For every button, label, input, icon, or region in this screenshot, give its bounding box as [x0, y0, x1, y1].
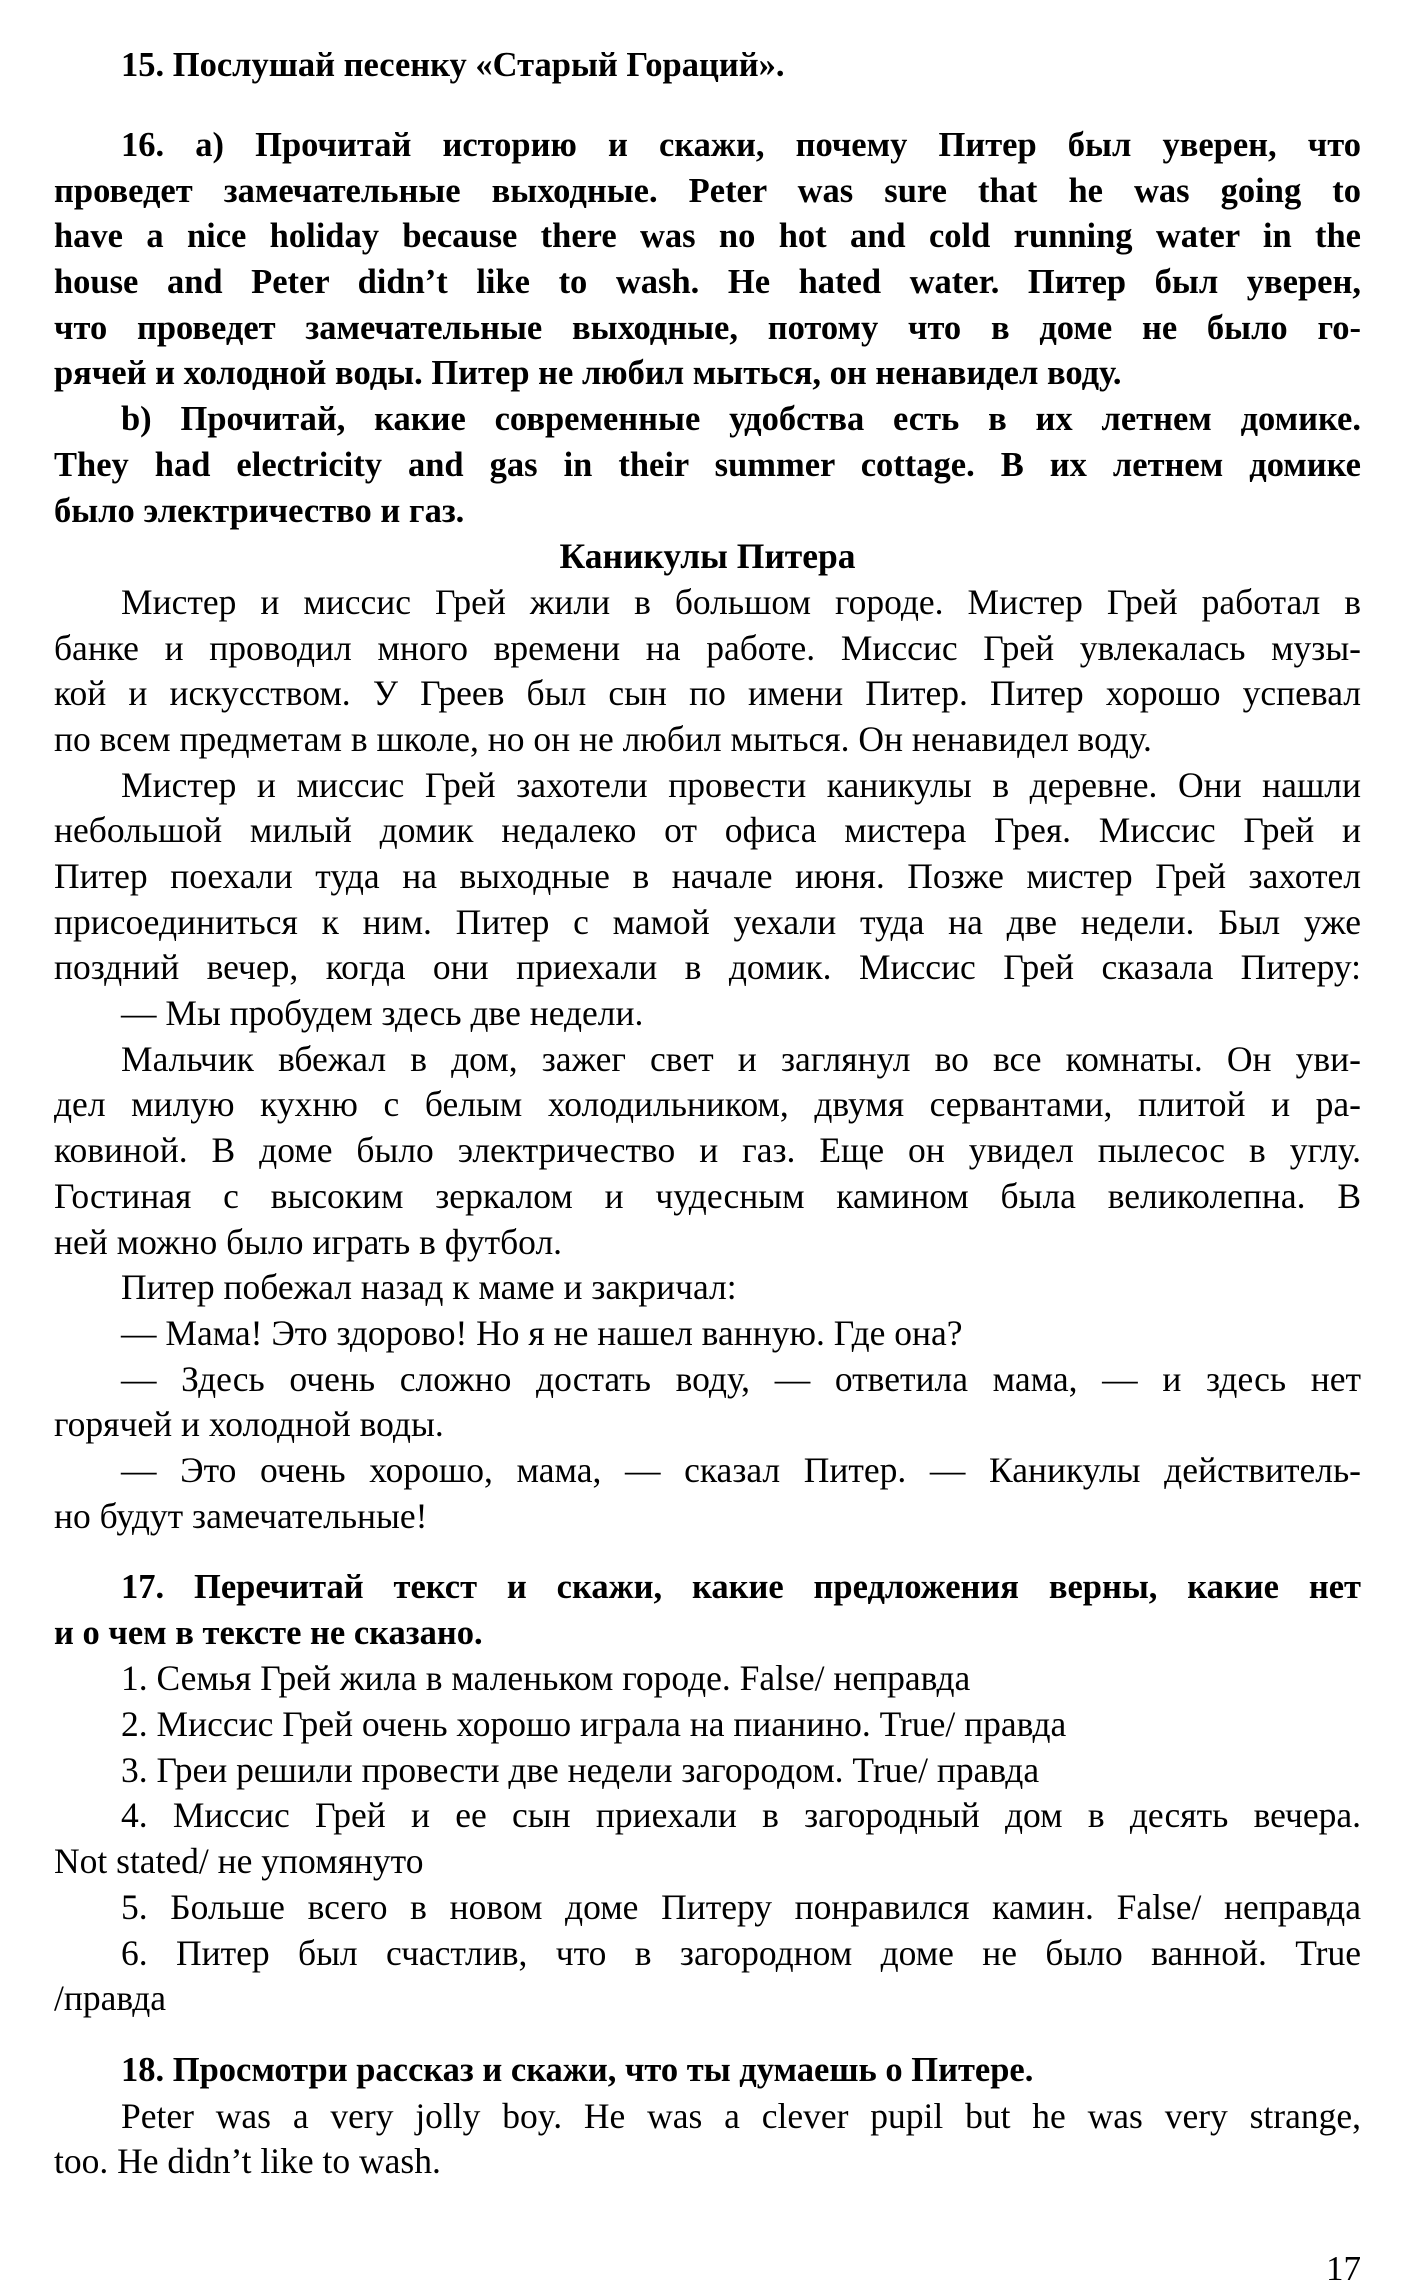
exercise-18-answer [54, 2094, 1361, 2185]
exercise-16a-line: house and Peter didn’t like to wash. He hated water. Питер был уверен, [54, 263, 1361, 302]
story-paragraph-line: — Мы пробудем здесь две недели. [121, 993, 644, 1034]
story-paragraph [54, 1265, 1361, 1311]
exercise-17-heading-line: 17. Перечитай текст и скажи, какие предложения верны, какие нет [121, 1568, 1361, 1606]
story-paragraph-line: но будут замечательные! [54, 1495, 428, 1536]
exercise-16b-line: было электричество и газ. [54, 491, 465, 530]
story-paragraph-line: Гостиная с высоким зеркалом и чудесным камином была великолепна. В [54, 1175, 1361, 1216]
story-paragraph-line: кой и искусством. У Греев был сын по имени Питер. Питер хорошо успевал [54, 673, 1361, 714]
story-paragraph-line: горячей и холодной воды. [54, 1404, 444, 1445]
story-paragraph-line: Мистер и миссис Грей жили в большом городе. Мистер Грей работал в [121, 581, 1361, 622]
story-paragraph-line: дел милую кухню с белым холодильником, двумя сервантами, плитой и ра- [54, 1084, 1361, 1125]
statement-item-line: 2. Миссис Грей очень хорошо играла на пианино. True/ правда [121, 1704, 1067, 1745]
story-paragraph-line: Питер побежал назад к маме и закричал: [121, 1267, 737, 1308]
exercise-15 [54, 43, 1361, 89]
exercise-16-and-story [54, 123, 1361, 1539]
story-paragraph-line: — Мама! Это здорово! Но я не нашел ванную. Где она? [121, 1312, 963, 1353]
exercise-16a-line: have a nice holiday because there was no hot and cold running water in the [54, 217, 1361, 256]
story-paragraph [54, 1357, 1361, 1448]
statement-item [54, 1748, 1361, 1794]
exercise-16a [54, 123, 1361, 397]
story-paragraph-line: — Здесь очень сложно достать воду, — ответила мама, — и здесь нет [121, 1358, 1361, 1399]
story-paragraph-line: банке и проводил много времени на работе. Миссис Грей увлекалась музы- [54, 627, 1361, 668]
story-paragraph [54, 580, 1361, 763]
exercise-16a-line: что проведет замечательные выходные, потому что в доме не было го- [54, 308, 1361, 347]
exercise-15-heading-line: 15. Послушай песенку «Старый Гораций». [121, 46, 785, 84]
story-paragraph-line: по всем предметам в школе, но он не любил мыться. Он ненавидел воду. [54, 718, 1152, 759]
story-paragraph-line: ней можно было играть в футбол. [54, 1221, 563, 1262]
story-paragraph-line: небольшой милый домик недалеко от офиса мистера Грея. Миссис Грей и [54, 810, 1361, 851]
exercise-16b [54, 397, 1361, 534]
story-paragraph-line: присоединиться к ним. Питер с мамой уехали туда на две недели. Был уже [54, 901, 1361, 942]
story-paragraph-line: Мальчик вбежал в дом, зажег свет и заглянул во все комнаты. Он уви- [121, 1038, 1361, 1079]
statement-item-line: 5. Больше всего в новом доме Питеру понравился камин. False/ неправда [121, 1886, 1361, 1927]
exercise-18-answer-line: Peter was a very jolly boy. He was a clever pupil but he was very strange, [121, 2095, 1361, 2136]
exercise-16a-line: рячей и холодной воды. Питер не любил мыться, он ненавидел воду. [54, 354, 1122, 393]
exercise-17 [54, 1565, 1361, 2022]
statement-item-line: /правда [54, 1978, 167, 2019]
story-paragraph [54, 1311, 1361, 1357]
statement-item-line: 4. Миссис Грей и ее сын приехали в загородный дом в десять вечера. [121, 1795, 1361, 1836]
exercise-18-heading [54, 2048, 1361, 2094]
statement-item-line: 1. Семья Грей жила в маленьком городе. False/ неправда [121, 1658, 971, 1699]
statement-item [54, 1885, 1361, 1931]
statement-item-line: Not stated/ не упомянуто [54, 1841, 424, 1882]
exercise-18-heading-line: 18. Просмотри рассказ и скажи, что ты думаешь о Питере. [121, 2051, 1034, 2089]
exercise-16b-line: They had electricity and gas in their summer cottage. В их летнем домике [54, 445, 1361, 484]
statement-item [54, 1931, 1361, 2022]
page-number: 17 [1326, 2249, 1361, 2288]
story-paragraph-line: Питер поехали туда на выходные в начале июня. Позже мистер Грей захотел [54, 856, 1361, 896]
exercise-15-heading [54, 43, 1361, 89]
story-paragraph-line: Мистер и миссис Грей захотели провести каникулы в деревне. Они нашли [121, 764, 1361, 805]
exercise-16b-line: b) Прочитай, какие современные удобства есть в их летнем домике. [121, 400, 1361, 439]
exercise-18-answer-line: too. He didn’t like to wash. [54, 2141, 441, 2182]
exercise-16a-line: проведет замечательные выходные. Peter was sure that he was going to [54, 171, 1361, 210]
exercise-18 [54, 2048, 1361, 2185]
story-title-line: Каникулы Питера [559, 536, 856, 577]
statement-item [54, 1656, 1361, 1702]
statement-item [54, 1793, 1361, 1884]
statement-item-line: 6. Питер был счастлив, что в загородном доме не было ванной. True [121, 1932, 1361, 1973]
exercise-17-heading-line: и о чем в тексте не сказано. [54, 1613, 483, 1652]
statement-item-line: 3. Греи решили провести две недели загородом. True/ правда [121, 1749, 1040, 1790]
story-paragraph-line: поздний вечер, когда они приехали в домик. Миссис Грей сказала Питеру: [54, 947, 1361, 988]
story-paragraph [54, 991, 1361, 1037]
story-paragraph-line: ковиной. В доме было электричество и газ. Еще он увидел пылесос в углу. [54, 1130, 1361, 1171]
story-title [54, 534, 1361, 580]
statement-item [54, 1702, 1361, 1748]
exercise-17-heading [54, 1565, 1361, 1656]
story-paragraph [54, 1448, 1361, 1539]
story-paragraph [54, 763, 1361, 991]
story-paragraph-line: — Это очень хорошо, мама, — сказал Питер. — Каникулы действитель- [121, 1449, 1361, 1490]
exercise-16a-line: 16. а) Прочитай историю и скажи, почему Питер был уверен, что [121, 126, 1361, 164]
story-paragraph [54, 1037, 1361, 1265]
